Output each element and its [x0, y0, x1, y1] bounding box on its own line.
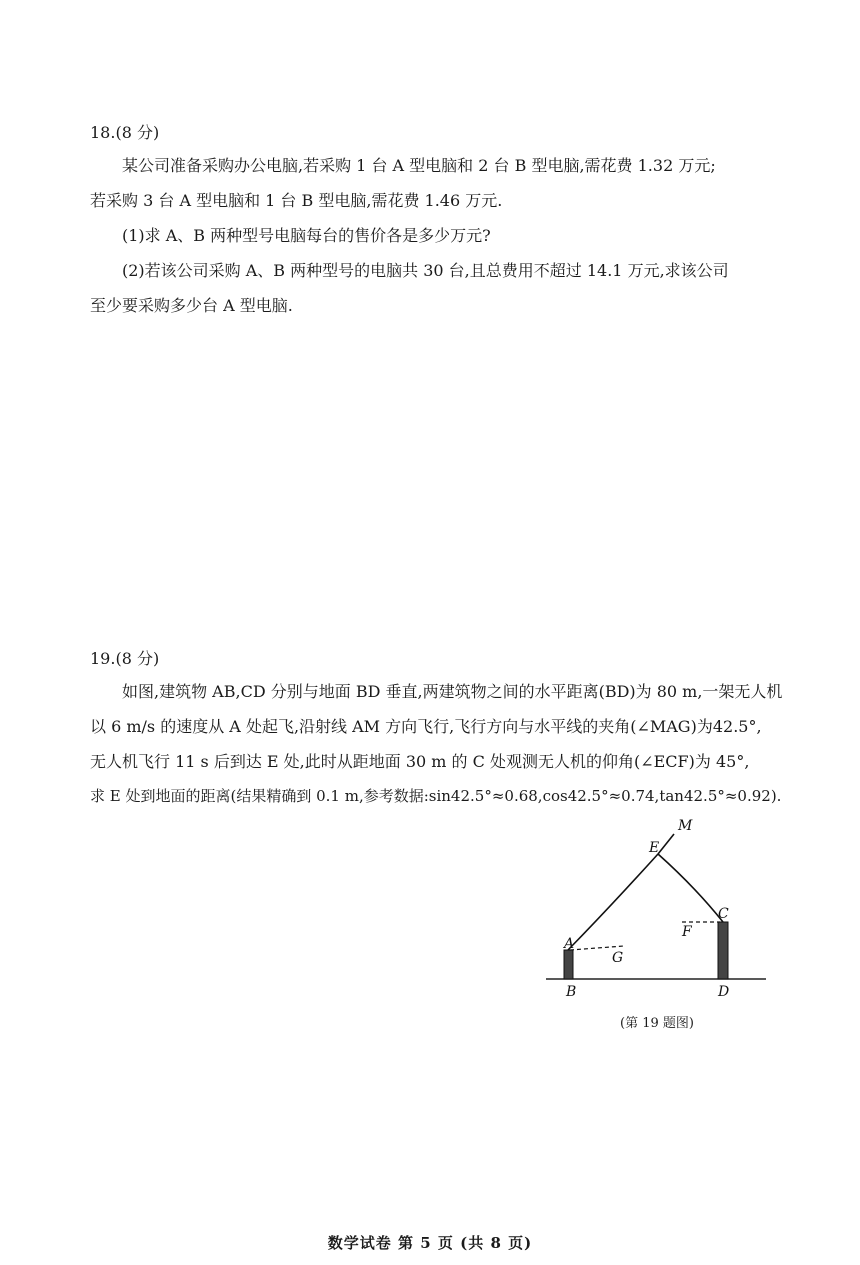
label-f: F	[682, 924, 692, 940]
q19-line-1: 如图,建筑物 AB,CD 分别与地面 BD 垂直,两建筑物之间的水平距离(BD)为 80 m,一架无人机	[122, 682, 783, 701]
q18-line-2: 若采购 3 台 A 型电脑和 1 台 B 型电脑,需花费 1.46 万元.	[90, 191, 503, 210]
building-cd	[718, 922, 728, 979]
q18-body	[90, 148, 780, 323]
label-g: G	[612, 950, 624, 966]
q19-line-3: 无人机飞行 11 s 后到达 E 处,此时从距地面 30 m 的 C 处观测无人机的仰角(∠ECF)为 45°,	[90, 752, 750, 771]
q19-figure	[540, 812, 780, 1012]
ray-am	[568, 854, 658, 950]
q19-line-2: 以 6 m/s 的速度从 A 处起飞,沿射线 AM 方向飞行,飞行方向与水平线的夹角(∠MAG)为42.5°,	[90, 717, 762, 736]
label-m: M	[678, 818, 693, 834]
q19-line-4: 求 E 处到地面的距离(结果精确到 0.1 m,参考数据:sin42.5°≈0.68,cos42.5°≈0.74,tan42.5°≈0.92).	[90, 787, 782, 805]
label-c: C	[718, 906, 729, 922]
q18-line-5: 至少要采购多少台 A 型电脑.	[90, 296, 293, 315]
label-b: B	[566, 984, 577, 1000]
q18-sub-1: (1)求 A、B 两种型号电脑每台的售价各是多少万元?	[122, 226, 491, 245]
label-e: E	[649, 840, 660, 856]
label-d: D	[718, 984, 730, 1000]
line-ec	[658, 854, 723, 922]
q19-body	[90, 674, 790, 814]
q18-sub-2: (2)若该公司采购 A、B 两种型号的电脑共 30 台,且总费用不超过 14.1 万元,求该公司	[122, 261, 729, 280]
figure-caption: (第 19 题图)	[620, 1016, 694, 1031]
label-a: A	[564, 936, 575, 952]
page-footer: 数学试卷 第 5 页 (共 8 页)	[327, 1234, 533, 1252]
q19-heading: 19.(8 分)	[90, 649, 160, 668]
ray-em	[658, 834, 674, 854]
q18-line-1: 某公司准备采购办公电脑,若采购 1 台 A 型电脑和 2 台 B 型电脑,需花费 1.32 万元;	[122, 156, 716, 175]
building-ab	[564, 950, 573, 979]
q18-heading: 18.(8 分)	[90, 123, 160, 142]
